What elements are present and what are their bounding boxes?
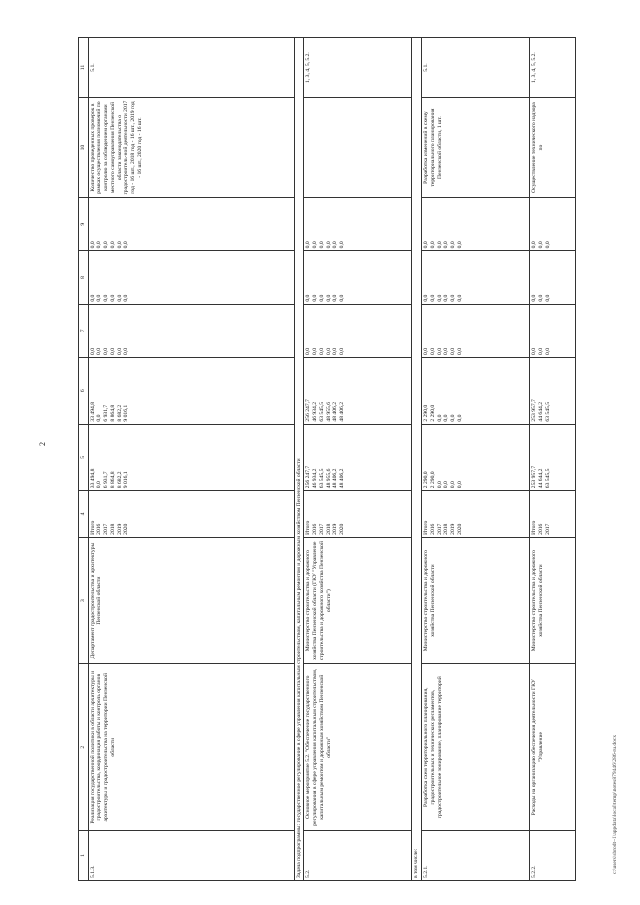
- row-other: 0,0 0,0 0,0: [530, 198, 576, 251]
- table-row: [422, 38, 530, 881]
- row-regional: 33 494,8 0,0 6 931,7 8 864,8 8 682,2 9 016,1: [88, 357, 294, 424]
- row-indicator: Количество проведенных проверок в рамках осуществления полномочий по контролю за соблюдением органами местного самоуправления Пензенской области законодательства о градостроитель-ной деятельности 2017 год - 16 шт., 2018 год - 16 шт., 2019 год - 16 шт., 2020 год - 16 шт.: [88, 98, 294, 198]
- table-row: [530, 38, 576, 881]
- row-executor: Министерство строительства и дорожного хозяйства Пензенской области (ГКУ "Управление строительства и дорожного хозяйства Пензенской области"): [304, 537, 412, 664]
- row-total: 2 290,0 2 290,0 0,0 0,0 0,0 0,0: [422, 424, 530, 491]
- row-other: 0,0 0,0 0,0 0,0 0,0 0,0: [304, 198, 412, 251]
- column-header: 11: [79, 38, 89, 98]
- row-years: Итого 2016 2017: [530, 491, 576, 538]
- row-regional: 2 290,0 2 290,0 0,0 0,0 0,0 0,0: [422, 357, 530, 424]
- row-ref: 5.1.: [422, 38, 530, 98]
- row-executor: Министерство строительства и дорожного хозяйства Пензенской области: [422, 537, 530, 664]
- row-other: 0,0 0,0 0,0 0,0 0,0 0,0: [88, 198, 294, 251]
- column-header: 8: [79, 251, 89, 304]
- row-name: Основное мероприятие 5.2. "Обеспечение государственного регулирования в сфере управления капитальным строительством, капитальным ремонтом и дорожным хозяйством Пензенской области": [304, 664, 412, 831]
- column-header: 7: [79, 304, 89, 357]
- row-total: 256 247,7 46 934,2 63 545,5 48 955,6 48 406,2 48 406,2: [304, 424, 412, 491]
- row-federal: 0,0 0,0 0,0 0,0 0,0 0,0: [88, 304, 294, 357]
- row-ref: 5.1.: [88, 38, 294, 98]
- task-header: Задача подпрограммы: государственное регулирование в сфере управления капитальным строительством, капитальным ремонтом и дорожным хозяйством Пензенской области: [294, 38, 304, 881]
- row-id: 5.1.3.: [88, 831, 294, 881]
- column-header: 2: [79, 664, 89, 831]
- row-executor: Департамент градостроительства и архитектуры Пензенской области: [88, 537, 294, 664]
- in-that-number-label: в том числе:: [412, 38, 422, 881]
- row-local: 0,0 0,0 0,0: [530, 251, 576, 304]
- row-federal: 0,0 0,0 0,0 0,0 0,0 0,0: [422, 304, 530, 357]
- row-ref: 1, 3, 4, 5, 5.2.: [304, 38, 412, 98]
- row-name: Разработка схем территориального планирования, градостроительных и технических регламентов, градостроительное зонирование, планирование территорий: [422, 664, 530, 831]
- row-local: 0,0 0,0 0,0 0,0 0,0 0,0: [304, 251, 412, 304]
- row-federal: 0,0 0,0 0,0 0,0 0,0 0,0: [304, 304, 412, 357]
- row-name: Реализация государственной политики в области архитектуры и градостроительства, координация работы и контроль органов архитектуры и градостроительства на территории Пензенской области: [88, 664, 294, 831]
- program-table: [78, 37, 576, 881]
- row-federal: 0,0 0,0 0,0: [530, 304, 576, 357]
- row-total: 253 957,7 44 644,2 63 545,5: [530, 424, 576, 491]
- column-header: 10: [79, 98, 89, 198]
- row-other: 0,0 0,0 0,0 0,0 0,0 0,0: [422, 198, 530, 251]
- row-indicator: Осуществление технического надзора по: [530, 98, 576, 198]
- column-header: 1: [79, 831, 89, 881]
- column-number-row: [79, 38, 89, 881]
- page-number: 2: [38, 442, 47, 446]
- row-local: 0,0 0,0 0,0 0,0 0,0 0,0: [422, 251, 530, 304]
- task-header-row: [294, 38, 304, 881]
- row-regional: 256 247,7 46 934,2 63 545,5 48 955,6 48 406,2 48 406,2: [304, 357, 412, 424]
- row-regional: 253 957,7 44 644,2 63 545,5: [530, 357, 576, 424]
- table-row: [88, 38, 294, 881]
- row-id: 5.2.2.: [530, 831, 576, 881]
- row-years: Итого 2016 2017 2018 2019 2020: [304, 491, 412, 538]
- row-id: 5.2.: [304, 831, 412, 881]
- row-executor: Министерство строительства и дорожного хозяйства Пензенской области: [530, 537, 576, 664]
- column-header: 5: [79, 424, 89, 491]
- column-header: 3: [79, 537, 89, 664]
- column-header: 4: [79, 491, 89, 538]
- column-header: 9: [79, 198, 89, 251]
- footer-file-path: c:\users\sbrodt~1\appdata\local\temp\notes879446\286-ru.docx: [612, 734, 618, 874]
- row-indicator: Разработка изменений в схему территориального планирования Пензенской области, 1 шт.: [422, 98, 530, 198]
- row-total: 33 494,8 0,0 6 931,7 8 864,8 8 682,2 9 016,1: [88, 424, 294, 491]
- column-header: 6: [79, 357, 89, 424]
- row-years: Итого 2016 2017 2018 2019 2020: [88, 491, 294, 538]
- subtotal-caption-row: [412, 38, 422, 881]
- table-row: [304, 38, 412, 881]
- row-local: 0,0 0,0 0,0 0,0 0,0 0,0: [88, 251, 294, 304]
- row-ref: 1, 3, 4, 5, 5.2.: [530, 38, 576, 98]
- row-indicator: [304, 98, 412, 198]
- rotated-table-container: [78, 37, 604, 881]
- row-years: Итого 2016 2017 2018 2019 2020: [422, 491, 530, 538]
- row-name: Расходы на организацию обеспечения деятельности ГКУ "Управление: [530, 664, 576, 831]
- row-id: 5.2.1.: [422, 831, 530, 881]
